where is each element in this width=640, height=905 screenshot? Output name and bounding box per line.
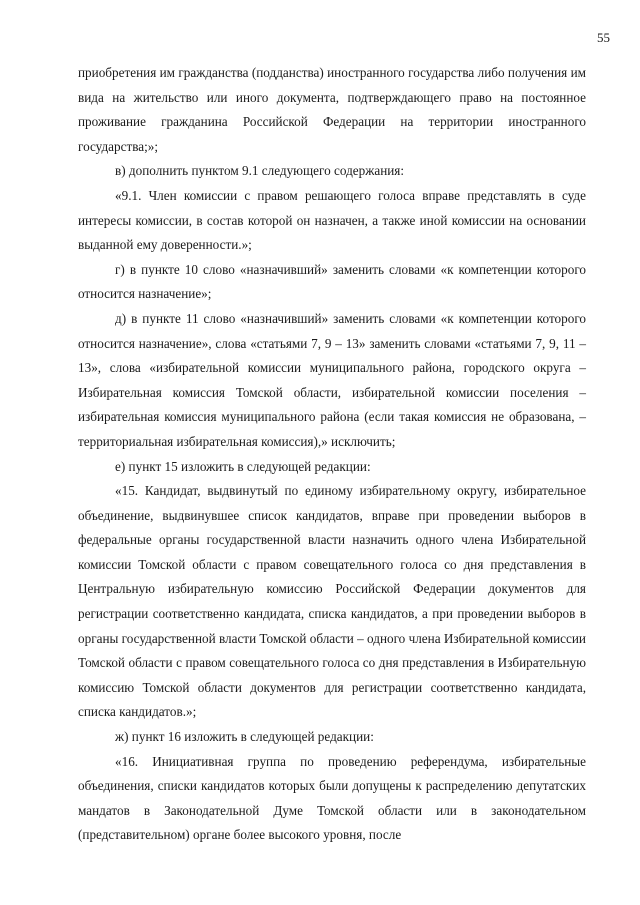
page-number: 55: [597, 30, 610, 45]
paragraph-point-15: «15. Кандидат, выдвинутый по единому избирательному округу, избирательное объединение, выдвинувшее список кандидатов, вправе при проведении выборов в федеральные органы государственной власти назначить одного члена Избирательной комиссии Томской области с правом совещательного голоса со дня представления в Центральную избирательную комиссию Российской Федерации документов для регистрации соответственно кандидата, списка кандидатов, а при проведении выборов в органы государственной власти Томской области – одного члена Избирательной комиссии Томской области с правом совещательного голоса со дня представления в Избирательную комиссию Томской области документов для регистрации соответственно кандидата, списка кандидатов.»;: [78, 483, 586, 720]
paragraph-point-9-1: «9.1. Член комиссии с правом решающего голоса вправе представлять в суде интересы комиссии, в состав которой он назначен, а также иной комиссии на основании выданной ему доверенности.»;: [78, 187, 586, 253]
paragraph-continuation: приобретения им гражданства (подданства) иностранного государства либо получения им вида на жительство или иного документа, подтверждающего право на постоянное проживание гражданина Российской Федерации на территории иностранного государства;»;: [78, 65, 586, 154]
paragraph-amendment-zh: ж) пункт 16 изложить в следующей редакции:: [115, 729, 374, 745]
paragraph-amendment-e: е) пункт 15 изложить в следующей редакции:: [115, 458, 371, 474]
paragraph-point-16: «16. Инициативная группа по проведению референдума, избирательные объединения, списки кандидатов которых были допущены к распределению депутатских мандатов в Законодательной Думе Томской области или в законодательном (представительном) органе более высокого уровня, после: [78, 753, 586, 843]
paragraph-amendment-v: в) дополнить пунктом 9.1 следующего содержания:: [115, 163, 405, 179]
paragraph-amendment-g: г) в пункте 10 слово «назначивший» заменить словами «к компетенции которого относится назначение»;: [78, 261, 586, 302]
document-body: [78, 61, 586, 848]
paragraph-amendment-d: д) в пункте 11 слово «назначивший» заменить словами «к компетенции которого относится назначение», слова «статьями 7, 9 – 13» заменить словами «статьями 7, 9, 11 – 13», слова «избирательной комиссии муниципального района, городского округа – Избирательная комиссия Томской области, избирательной комиссии поселения – избирательная комиссия муниципального района (если такая комиссия не образована, – территориальная избирательная комиссия),» исключить;: [78, 310, 586, 449]
